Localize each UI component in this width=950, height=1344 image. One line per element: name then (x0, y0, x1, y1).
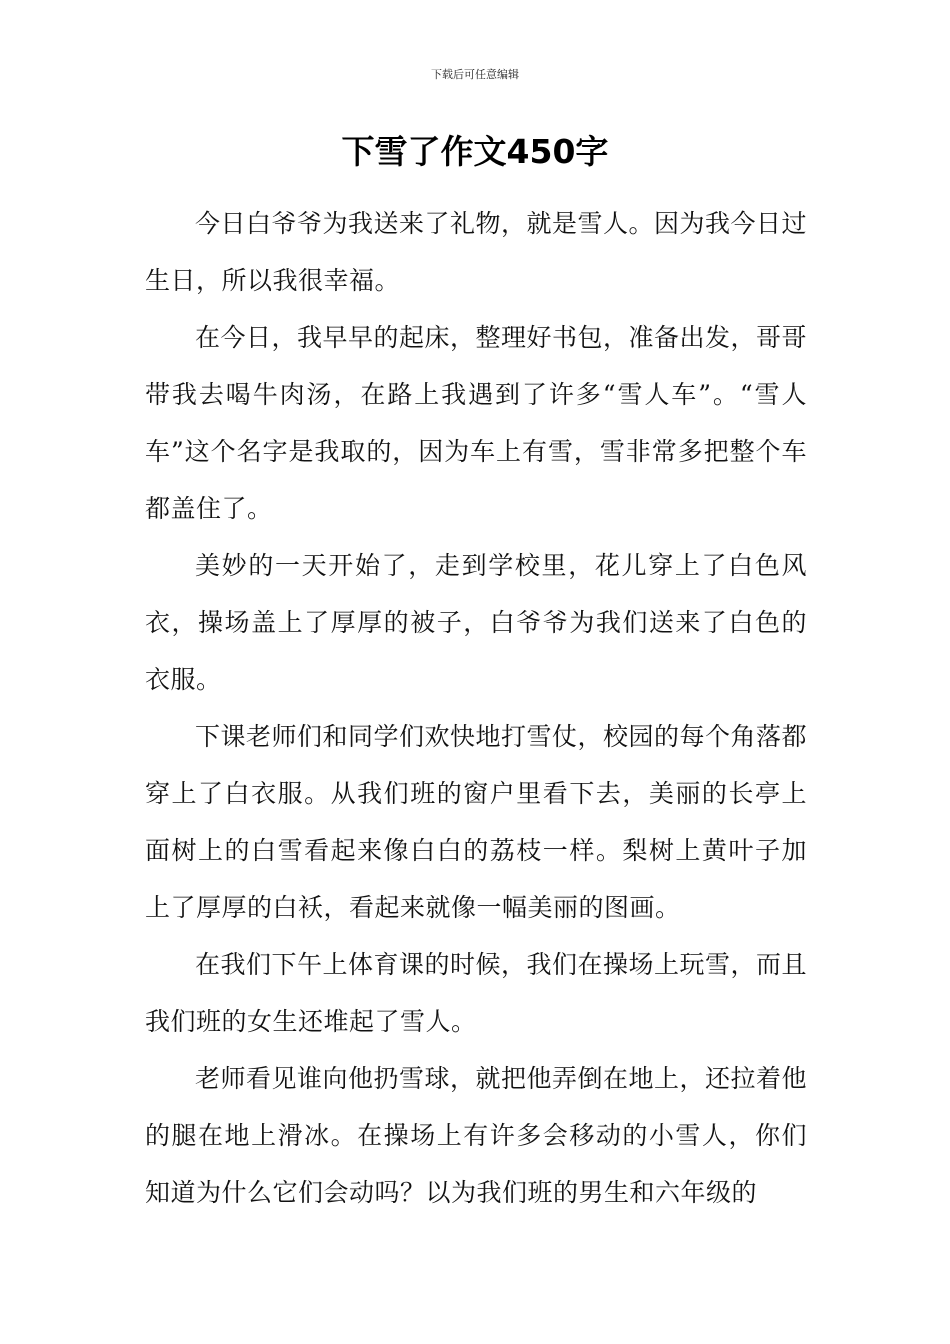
header-note: 下载后可任意编辑 (431, 68, 519, 81)
paragraph: 美妙的一天开始了，走到学校里，花儿穿上了白色风衣，操场盖上了厚厚的被子，白爷爷为我们送来了白色的衣服。 (145, 551, 807, 694)
paragraph: 老师看见谁向他扔雪球，就把他弄倒在地上，还拉着他的腿在地上滑冰。在操场上有许多会移动的小雪人，你们知道为什么它们会动吗？以为我们班的男生和六年级的 (145, 1064, 808, 1207)
paragraph: 下课老师们和同学们欢快地打雪仗，校园的每个角落都穿上了白衣服。从我们班的窗户里看下去，美丽的长亭上面树上的白雪看起来像白白的荔枝一样。梨树上黄叶子加上了厚厚的白袄，看起来就像一幅美丽的图画。 (145, 722, 808, 922)
paragraph: 在今日，我早早的起床，整理好书包，准备出发，哥哥带我去喝牛肉汤，在路上我遇到了许多“雪人车”。“雪人车”这个名字是我取的，因为车上有雪，雪非常多把整个车都盖住了。 (145, 323, 808, 523)
page-title: 下雪了作文450字 (341, 132, 609, 171)
paragraph: 在我们下午上体育课的时候，我们在操场上玩雪，而且我们班的女生还堆起了雪人。 (145, 950, 808, 1036)
essay-body (145, 195, 807, 1221)
paragraph: 今日白爷爷为我送来了礼物，就是雪人。因为我今日过生日，所以我很幸福。 (145, 209, 808, 295)
